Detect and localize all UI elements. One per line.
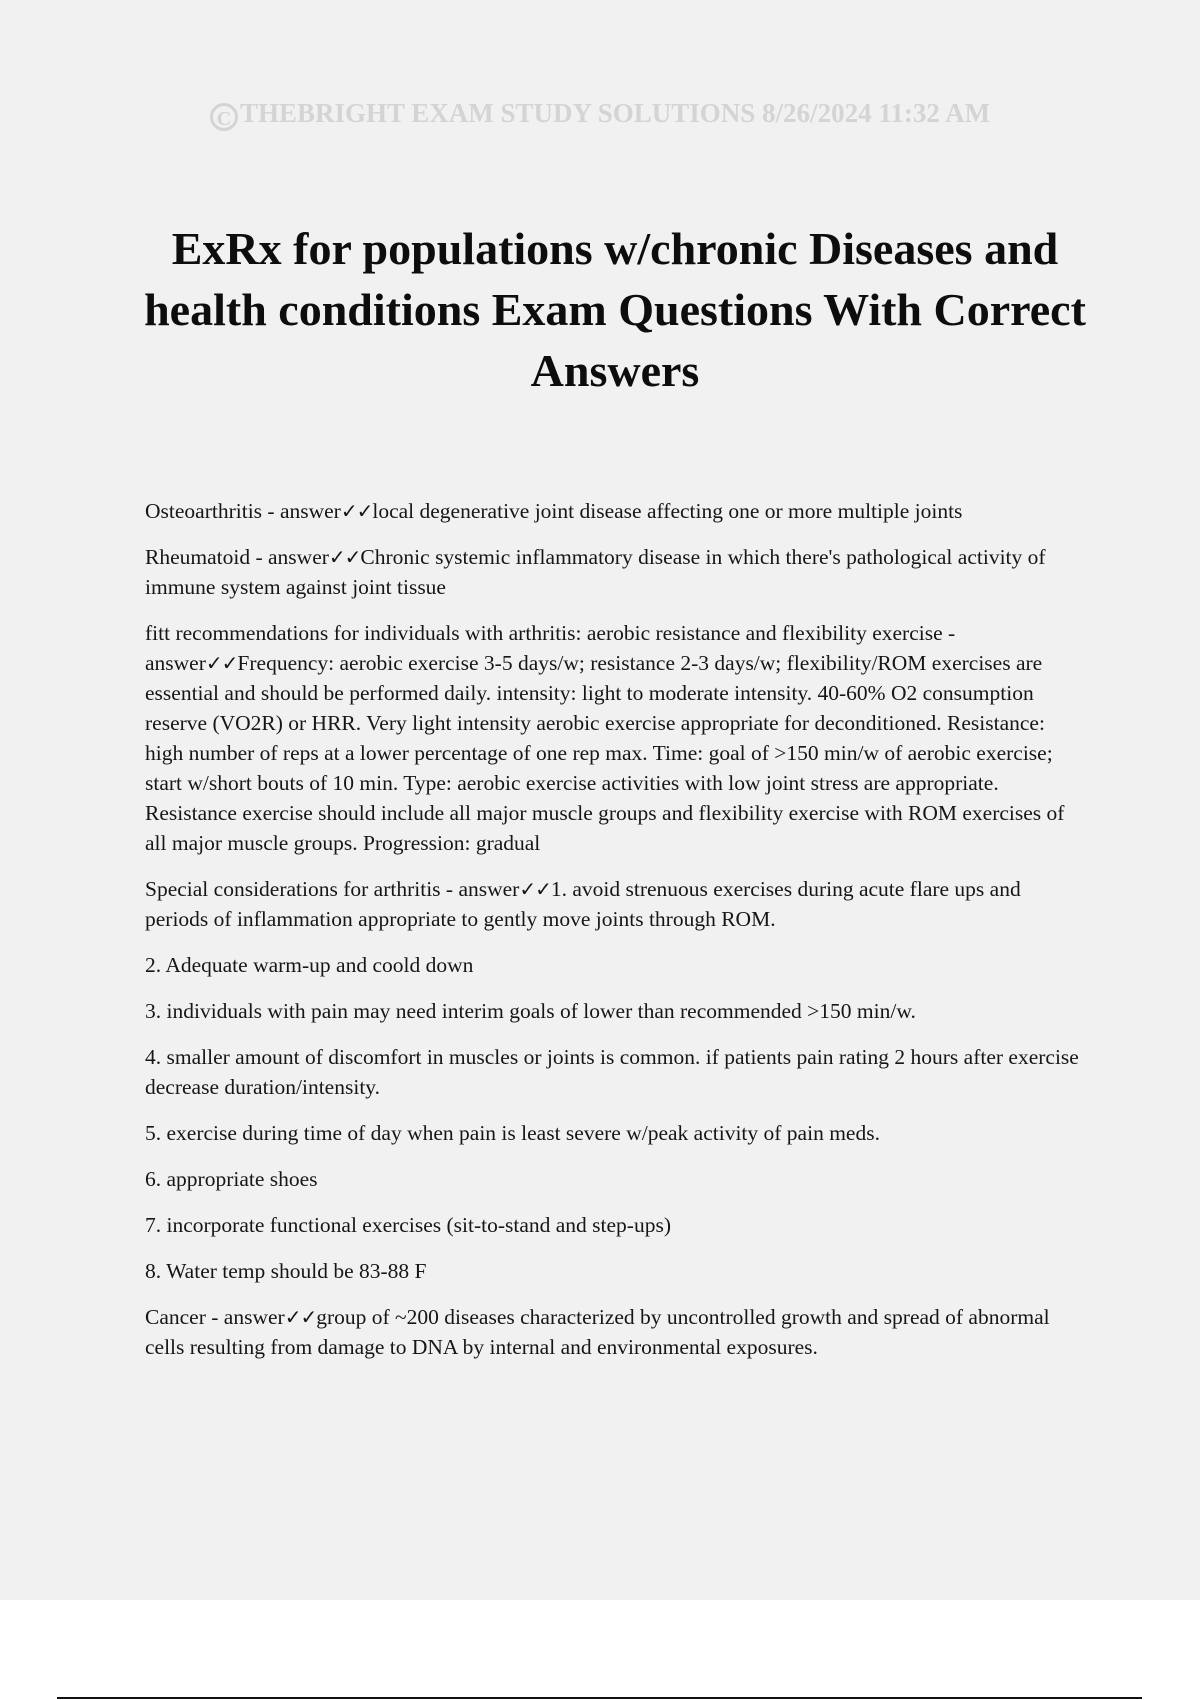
entry-term: Special considerations for arthritis - answer xyxy=(145,877,520,901)
document-body xyxy=(145,496,1080,1378)
entry-answer: Frequency: aerobic exercise 3-5 days/w; resistance 2-3 days/w; flexibility/ROM exercises are essential and should be performed daily. intensity: light to moderate intensity. 40-60% O2 consumption reserve (VO2R) or HRR. Very light intensity aerobic exercise appropriate for deconditioned. Resistance: high number of reps at a lower percentage of one rep max. Time: goal of >150 min/w of aerobic exercise; start w/short bouts of 10 min. Type: aerobic exercise activities with low joint stress are appropriate. Resistance exercise should include all major muscle groups and flexibility exercise with ROM exercises of all major muscle groups. Progression: gradual xyxy=(145,651,1065,855)
entry-answer: group of ~200 diseases characterized by uncontrolled growth and spread of abnormal cells resulting from damage to DNA by internal and environmental exposures. xyxy=(145,1305,1050,1359)
check-icon: ✓✓ xyxy=(205,651,238,675)
watermark-text: THEBRIGHT EXAM STUDY SOLUTIONS 8/26/2024 11:32 AM xyxy=(239,98,991,128)
entry-term: Rheumatoid - answer xyxy=(145,545,329,569)
check-icon: ✓✓ xyxy=(328,545,361,569)
entry-answer: local degenerative joint disease affecting one or more multiple joints xyxy=(372,499,963,523)
list-item: 4. smaller amount of discomfort in muscles or joints is common. if patients pain rating 2 hours after exercise decrease duration/intensity. xyxy=(145,1045,1079,1099)
entry-term: Osteoarthritis - answer xyxy=(145,499,341,523)
entry-term: fitt recommendations for individuals with arthritis: aerobic resistance and flexibility exercise - answer xyxy=(145,621,956,675)
list-item: 5. exercise during time of day when pain is least severe w/peak activity of pain meds. xyxy=(145,1121,880,1145)
entry-cancer xyxy=(145,1302,1080,1362)
check-icon: ✓✓ xyxy=(340,499,373,523)
watermark xyxy=(0,98,1200,131)
list-item: 3. individuals with pain may need interim goals of lower than recommended >150 min/w. xyxy=(145,999,916,1023)
entry-rheumatoid xyxy=(145,542,1080,602)
list-item: 2. Adequate warm-up and coold down xyxy=(145,953,474,977)
document-title: ExRx for populations w/chronic Diseases and health conditions Exam Questions With Correct Answers xyxy=(144,223,1086,396)
entry-answer: 1. avoid strenuous exercises during acute flare ups and periods of inflammation appropriate to gently move joints through ROM. xyxy=(145,877,1021,931)
entry-special-considerations xyxy=(145,874,1080,934)
footer-divider xyxy=(57,1697,1142,1699)
list-item: 7. incorporate functional exercises (sit-to-stand and step-ups) xyxy=(145,1213,671,1237)
entry-term: Cancer - answer xyxy=(145,1305,285,1329)
check-icon: ✓✓ xyxy=(284,1305,317,1329)
list-item: 8. Water temp should be 83-88 F xyxy=(145,1259,427,1283)
entry-osteoarthritis xyxy=(145,496,1080,526)
check-icon: ✓✓ xyxy=(519,877,551,901)
entry-answer: Chronic systemic inflammatory disease in which there's pathological activity of immune system against joint tissue xyxy=(145,545,1046,599)
copyright-icon: C xyxy=(210,103,238,131)
entry-fitt-recommendations xyxy=(145,618,1080,858)
list-item: 6. appropriate shoes xyxy=(145,1167,318,1191)
